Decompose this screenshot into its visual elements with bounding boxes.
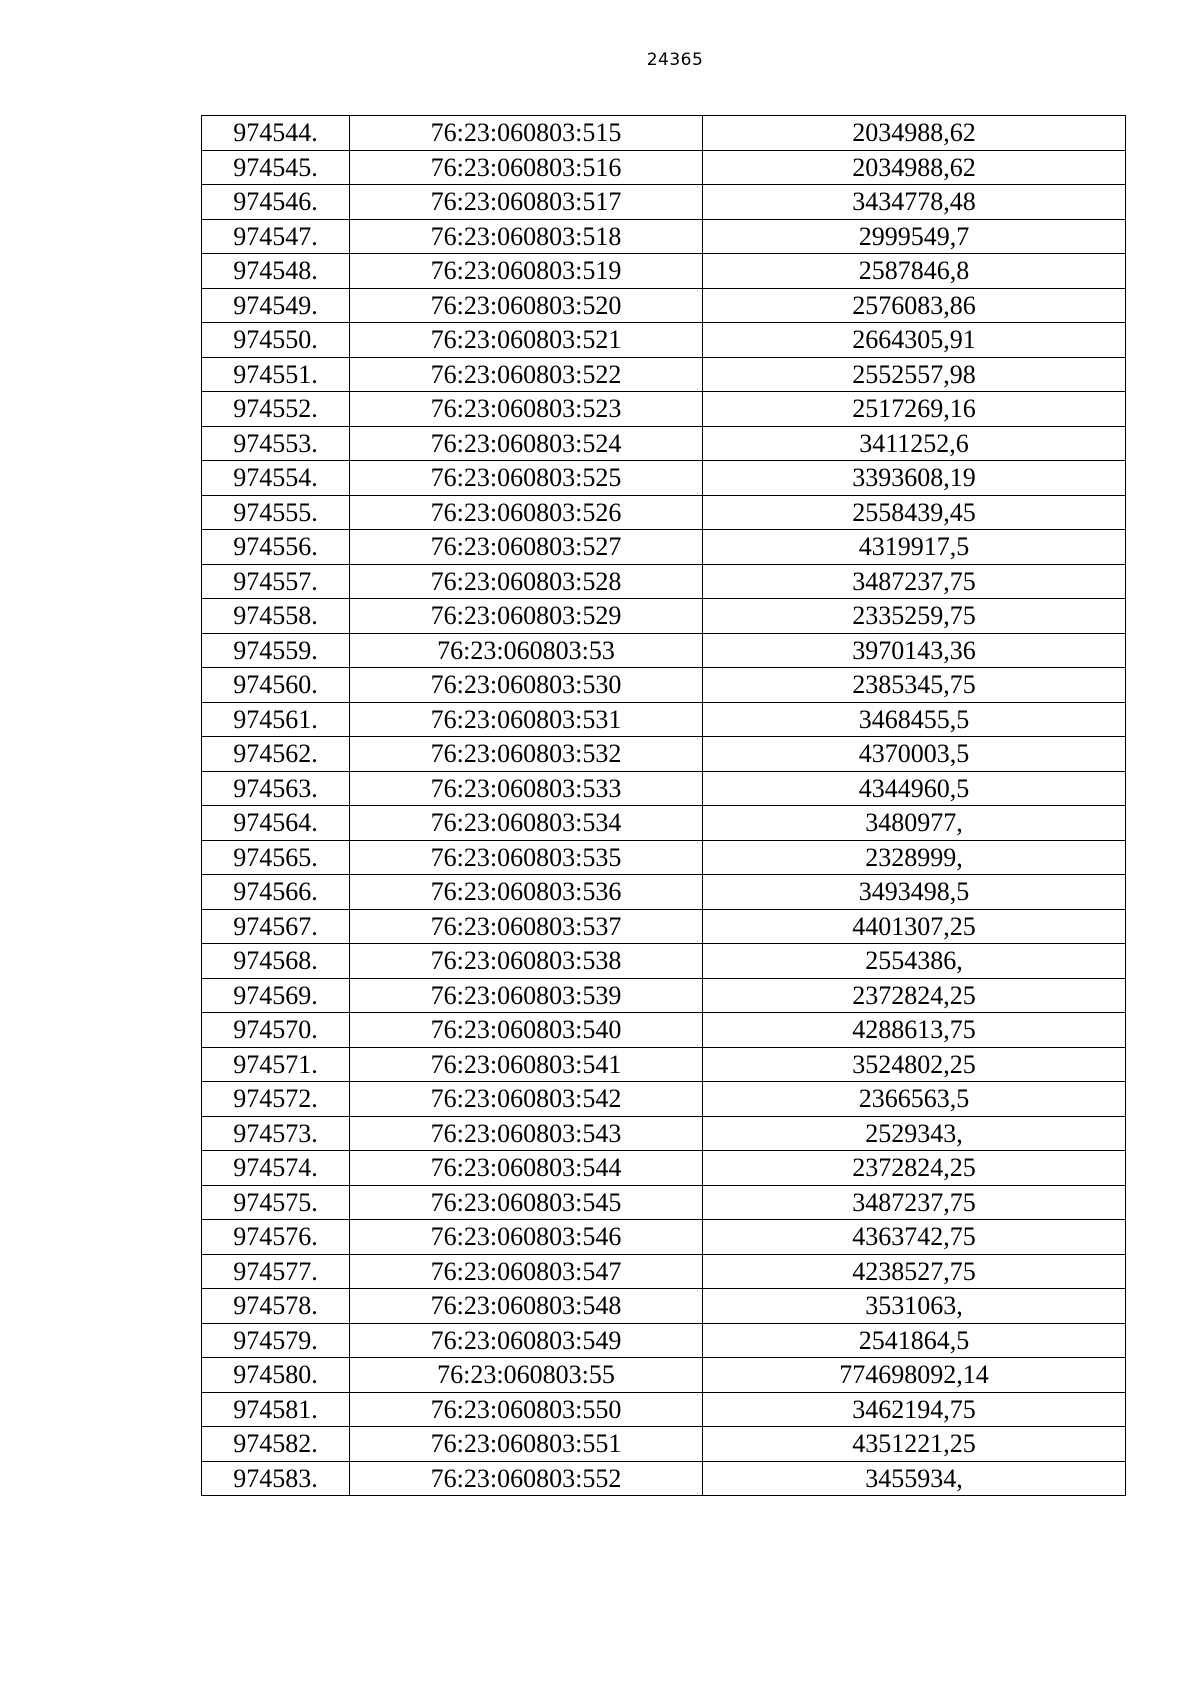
cadastral-number-cell: 76:23:060803:530 xyxy=(350,668,703,703)
cadastral-value-cell: 4401307,25 xyxy=(703,909,1126,944)
row-number-cell: 974562. xyxy=(202,737,350,772)
cadastral-value-cell: 2999549,7 xyxy=(703,219,1126,254)
table-row xyxy=(202,495,1126,530)
table-row xyxy=(202,323,1126,358)
row-number-cell: 974544. xyxy=(202,116,350,151)
table-row xyxy=(202,1358,1126,1393)
cadastral-number-cell: 76:23:060803:534 xyxy=(350,806,703,841)
table-row xyxy=(202,116,1126,151)
cadastral-number-cell: 76:23:060803:537 xyxy=(350,909,703,944)
cadastral-value-cell: 3524802,25 xyxy=(703,1047,1126,1082)
row-number-cell: 974566. xyxy=(202,875,350,910)
row-number-cell: 974571. xyxy=(202,1047,350,1082)
row-number-cell: 974546. xyxy=(202,185,350,220)
row-number-cell: 974557. xyxy=(202,564,350,599)
cadastral-value-table xyxy=(201,115,1126,1496)
cadastral-value-cell: 2335259,75 xyxy=(703,599,1126,634)
cadastral-number-cell: 76:23:060803:518 xyxy=(350,219,703,254)
row-number-cell: 974545. xyxy=(202,150,350,185)
cadastral-number-cell: 76:23:060803:526 xyxy=(350,495,703,530)
cadastral-value-cell: 2541864,5 xyxy=(703,1323,1126,1358)
table-row xyxy=(202,1082,1126,1117)
row-number-cell: 974552. xyxy=(202,392,350,427)
row-number-cell: 974583. xyxy=(202,1461,350,1496)
cadastral-value-cell: 774698092,14 xyxy=(703,1358,1126,1393)
row-number-cell: 974572. xyxy=(202,1082,350,1117)
page-number: 24365 xyxy=(646,50,704,70)
table-row xyxy=(202,1289,1126,1324)
cadastral-number-cell: 76:23:060803:521 xyxy=(350,323,703,358)
cadastral-value-cell: 2034988,62 xyxy=(703,116,1126,151)
table-row xyxy=(202,875,1126,910)
cadastral-value-cell: 2385345,75 xyxy=(703,668,1126,703)
cadastral-number-cell: 76:23:060803:515 xyxy=(350,116,703,151)
row-number-cell: 974573. xyxy=(202,1116,350,1151)
row-number-cell: 974551. xyxy=(202,357,350,392)
row-number-cell: 974549. xyxy=(202,288,350,323)
cadastral-value-cell: 3531063, xyxy=(703,1289,1126,1324)
row-number-cell: 974547. xyxy=(202,219,350,254)
table-row xyxy=(202,530,1126,565)
row-number-cell: 974578. xyxy=(202,1289,350,1324)
row-number-cell: 974554. xyxy=(202,461,350,496)
cadastral-value-cell: 2372824,25 xyxy=(703,1151,1126,1186)
cadastral-value-cell: 2517269,16 xyxy=(703,392,1126,427)
table-body xyxy=(202,116,1126,1496)
table-row xyxy=(202,944,1126,979)
cadastral-number-cell: 76:23:060803:546 xyxy=(350,1220,703,1255)
cadastral-value-cell: 2372824,25 xyxy=(703,978,1126,1013)
cadastral-number-cell: 76:23:060803:544 xyxy=(350,1151,703,1186)
cadastral-value-cell: 4363742,75 xyxy=(703,1220,1126,1255)
cadastral-value-cell: 3411252,6 xyxy=(703,426,1126,461)
table-row xyxy=(202,357,1126,392)
row-number-cell: 974574. xyxy=(202,1151,350,1186)
cadastral-value-cell: 2664305,91 xyxy=(703,323,1126,358)
cadastral-value-cell: 3468455,5 xyxy=(703,702,1126,737)
cadastral-number-cell: 76:23:060803:522 xyxy=(350,357,703,392)
table-row xyxy=(202,737,1126,772)
cadastral-number-cell: 76:23:060803:538 xyxy=(350,944,703,979)
cadastral-value-cell: 3480977, xyxy=(703,806,1126,841)
table-row xyxy=(202,978,1126,1013)
cadastral-value-cell: 2366563,5 xyxy=(703,1082,1126,1117)
table-row xyxy=(202,840,1126,875)
row-number-cell: 974569. xyxy=(202,978,350,1013)
cadastral-number-cell: 76:23:060803:525 xyxy=(350,461,703,496)
cadastral-value-cell: 3970143,36 xyxy=(703,633,1126,668)
cadastral-number-cell: 76:23:060803:551 xyxy=(350,1427,703,1462)
cadastral-number-cell: 76:23:060803:547 xyxy=(350,1254,703,1289)
table-row xyxy=(202,254,1126,289)
cadastral-value-cell: 2587846,8 xyxy=(703,254,1126,289)
row-number-cell: 974577. xyxy=(202,1254,350,1289)
cadastral-value-cell: 2529343, xyxy=(703,1116,1126,1151)
cadastral-value-cell: 4319917,5 xyxy=(703,530,1126,565)
cadastral-value-cell: 2576083,86 xyxy=(703,288,1126,323)
table-row xyxy=(202,461,1126,496)
cadastral-number-cell: 76:23:060803:542 xyxy=(350,1082,703,1117)
table-row xyxy=(202,288,1126,323)
row-number-cell: 974550. xyxy=(202,323,350,358)
row-number-cell: 974553. xyxy=(202,426,350,461)
table-row xyxy=(202,1220,1126,1255)
table-row xyxy=(202,426,1126,461)
cadastral-number-cell: 76:23:060803:541 xyxy=(350,1047,703,1082)
row-number-cell: 974570. xyxy=(202,1013,350,1048)
table-row xyxy=(202,1392,1126,1427)
table-row xyxy=(202,150,1126,185)
cadastral-number-cell: 76:23:060803:540 xyxy=(350,1013,703,1048)
row-number-cell: 974581. xyxy=(202,1392,350,1427)
cadastral-number-cell: 76:23:060803:539 xyxy=(350,978,703,1013)
cadastral-number-cell: 76:23:060803:535 xyxy=(350,840,703,875)
row-number-cell: 974576. xyxy=(202,1220,350,1255)
row-number-cell: 974565. xyxy=(202,840,350,875)
cadastral-number-cell: 76:23:060803:524 xyxy=(350,426,703,461)
row-number-cell: 974563. xyxy=(202,771,350,806)
cadastral-number-cell: 76:23:060803:549 xyxy=(350,1323,703,1358)
table-row xyxy=(202,219,1126,254)
row-number-cell: 974575. xyxy=(202,1185,350,1220)
cadastral-value-cell: 4351221,25 xyxy=(703,1427,1126,1462)
cadastral-number-cell: 76:23:060803:550 xyxy=(350,1392,703,1427)
cadastral-number-cell: 76:23:060803:536 xyxy=(350,875,703,910)
cadastral-number-cell: 76:23:060803:527 xyxy=(350,530,703,565)
cadastral-value-cell: 2328999, xyxy=(703,840,1126,875)
table-row xyxy=(202,702,1126,737)
cadastral-number-cell: 76:23:060803:532 xyxy=(350,737,703,772)
cadastral-value-cell: 3487237,75 xyxy=(703,564,1126,599)
cadastral-number-cell: 76:23:060803:517 xyxy=(350,185,703,220)
cadastral-value-cell: 2558439,45 xyxy=(703,495,1126,530)
row-number-cell: 974560. xyxy=(202,668,350,703)
cadastral-number-cell: 76:23:060803:55 xyxy=(350,1358,703,1393)
row-number-cell: 974556. xyxy=(202,530,350,565)
cadastral-value-cell: 4238527,75 xyxy=(703,1254,1126,1289)
cadastral-number-cell: 76:23:060803:552 xyxy=(350,1461,703,1496)
cadastral-number-cell: 76:23:060803:516 xyxy=(350,150,703,185)
cadastral-value-cell: 3487237,75 xyxy=(703,1185,1126,1220)
table-row xyxy=(202,668,1126,703)
cadastral-number-cell: 76:23:060803:529 xyxy=(350,599,703,634)
cadastral-value-cell: 3493498,5 xyxy=(703,875,1126,910)
cadastral-value-cell: 2554386, xyxy=(703,944,1126,979)
table-row xyxy=(202,806,1126,841)
table-row xyxy=(202,564,1126,599)
table-row xyxy=(202,1116,1126,1151)
table-row xyxy=(202,1013,1126,1048)
cadastral-number-cell: 76:23:060803:519 xyxy=(350,254,703,289)
row-number-cell: 974579. xyxy=(202,1323,350,1358)
row-number-cell: 974564. xyxy=(202,806,350,841)
row-number-cell: 974568. xyxy=(202,944,350,979)
row-number-cell: 974582. xyxy=(202,1427,350,1462)
cadastral-number-cell: 76:23:060803:523 xyxy=(350,392,703,427)
cadastral-number-cell: 76:23:060803:545 xyxy=(350,1185,703,1220)
table-row xyxy=(202,1185,1126,1220)
row-number-cell: 974567. xyxy=(202,909,350,944)
row-number-cell: 974561. xyxy=(202,702,350,737)
cadastral-value-cell: 3393608,19 xyxy=(703,461,1126,496)
cadastral-number-cell: 76:23:060803:53 xyxy=(350,633,703,668)
table-row xyxy=(202,392,1126,427)
table-row xyxy=(202,1151,1126,1186)
table-row xyxy=(202,771,1126,806)
cadastral-number-cell: 76:23:060803:520 xyxy=(350,288,703,323)
cadastral-number-cell: 76:23:060803:531 xyxy=(350,702,703,737)
table-row xyxy=(202,1427,1126,1462)
row-number-cell: 974555. xyxy=(202,495,350,530)
table-row xyxy=(202,1047,1126,1082)
cadastral-value-cell: 4344960,5 xyxy=(703,771,1126,806)
table-row xyxy=(202,909,1126,944)
cadastral-number-cell: 76:23:060803:533 xyxy=(350,771,703,806)
table-row xyxy=(202,1323,1126,1358)
cadastral-value-cell: 4288613,75 xyxy=(703,1013,1126,1048)
cadastral-value-cell: 3434778,48 xyxy=(703,185,1126,220)
cadastral-value-cell: 2034988,62 xyxy=(703,150,1126,185)
row-number-cell: 974559. xyxy=(202,633,350,668)
cadastral-number-cell: 76:23:060803:548 xyxy=(350,1289,703,1324)
table-row xyxy=(202,599,1126,634)
row-number-cell: 974548. xyxy=(202,254,350,289)
table-row xyxy=(202,1254,1126,1289)
table-row xyxy=(202,185,1126,220)
cadastral-value-cell: 3462194,75 xyxy=(703,1392,1126,1427)
table-row xyxy=(202,1461,1126,1496)
cadastral-number-cell: 76:23:060803:543 xyxy=(350,1116,703,1151)
cadastral-value-cell: 3455934, xyxy=(703,1461,1126,1496)
row-number-cell: 974558. xyxy=(202,599,350,634)
cadastral-number-cell: 76:23:060803:528 xyxy=(350,564,703,599)
cadastral-value-cell: 4370003,5 xyxy=(703,737,1126,772)
table-row xyxy=(202,633,1126,668)
row-number-cell: 974580. xyxy=(202,1358,350,1393)
cadastral-value-cell: 2552557,98 xyxy=(703,357,1126,392)
